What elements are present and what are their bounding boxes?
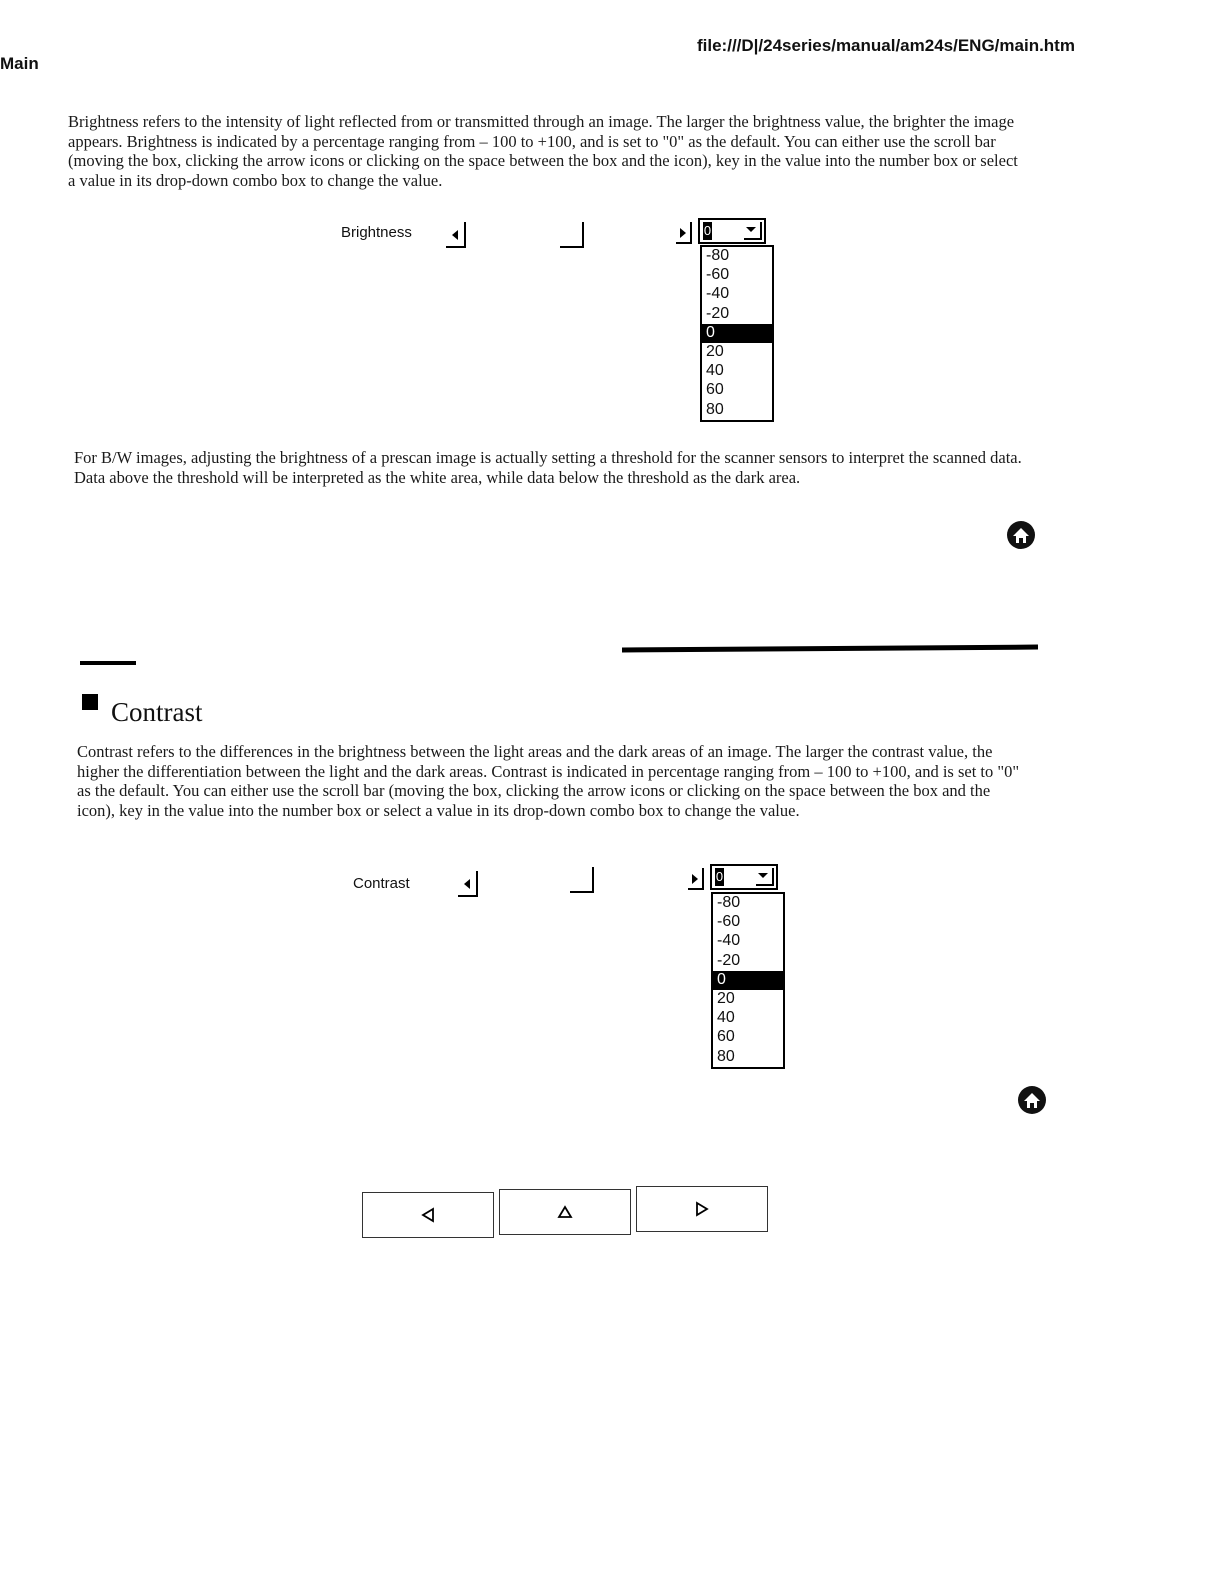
dropdown-option[interactable]: 20	[717, 989, 735, 1007]
brightness-scroll-left-arrow[interactable]	[446, 222, 466, 248]
dropdown-option[interactable]: -80	[706, 247, 730, 264]
previous-page-button[interactable]	[362, 1192, 494, 1238]
brightness-scroll-thumb[interactable]	[560, 222, 584, 248]
contrast-scroll-thumb[interactable]	[570, 867, 594, 893]
brightness-scroll-right-arrow[interactable]	[676, 222, 692, 244]
brightness-dropdown-list	[700, 245, 774, 422]
contrast-label: Contrast	[353, 875, 410, 892]
dropdown-option[interactable]: -60	[706, 266, 730, 284]
chevron-down-icon[interactable]	[756, 868, 774, 886]
contrast-combo-box[interactable]	[710, 864, 778, 890]
dropdown-option[interactable]: 40	[706, 362, 724, 380]
divider-right	[622, 645, 1038, 653]
dropdown-option[interactable]: 80	[706, 400, 724, 418]
chevron-down-icon[interactable]	[744, 222, 762, 240]
next-page-button[interactable]	[636, 1186, 768, 1232]
home-icon[interactable]	[1017, 1085, 1047, 1115]
up-page-button[interactable]	[499, 1189, 631, 1235]
section-bullet	[82, 694, 98, 710]
previous-icon	[420, 1207, 436, 1223]
dropdown-option[interactable]: -20	[706, 304, 730, 322]
page-title: Main	[0, 54, 39, 73]
contrast-description: Contrast refers to the differences in the brightness between the light areas and the dark areas of an image. The larger the contrast value, the higher the differentiation between the light and the dark areas. Contrast is indicated in percentage ranging from – 100 to +100, and is set to "0" as the default. You can either use the scroll bar (moving the box, clicking the arrow icons or clicking on the space between the box and the icon), key in the value into the number box or select a value in its drop-down combo box to change the value.	[77, 742, 1020, 820]
home-icon[interactable]	[1006, 520, 1036, 550]
bw-brightness-note: For B/W images, adjusting the brightness of a prescan image is actually setting a threshold for the scanner sensors to interpret the scanned data. Data above the threshold will be interpreted as the white area, while data below the threshold as the dark area.	[74, 448, 1022, 487]
dropdown-option[interactable]: 60	[717, 1028, 735, 1046]
brightness-label: Brightness	[341, 224, 412, 241]
contrast-heading: Contrast	[111, 697, 203, 727]
dropdown-option[interactable]: 60	[706, 381, 724, 399]
contrast-combo-value[interactable]: 0	[715, 869, 724, 884]
dropdown-option[interactable]: 0	[713, 971, 783, 990]
up-icon	[557, 1204, 573, 1220]
contrast-dropdown-list	[711, 892, 785, 1069]
brightness-combo-value[interactable]: 0	[703, 223, 712, 238]
dropdown-option[interactable]: 80	[717, 1047, 735, 1065]
dropdown-option[interactable]: -80	[717, 894, 741, 911]
dropdown-option[interactable]: 0	[702, 324, 772, 343]
dropdown-option[interactable]: -40	[717, 932, 741, 950]
dropdown-option[interactable]: 20	[706, 342, 724, 360]
divider-left	[80, 661, 136, 665]
brightness-description: Brightness refers to the intensity of light reflected from or transmitted through an image. The larger the brightness value, the brighter the image appears. Brightness is indicated by a percentage ranging from – 100 to +100, and is set to "0" as the default. You can either use the scroll bar (moving the box, clicking the arrow icons or clicking on the space between the box and the icon), key in the value into the number box or select a value in its drop-down combo box to change the value.	[68, 112, 1018, 190]
dropdown-option[interactable]: -20	[717, 951, 741, 969]
dropdown-option[interactable]: 40	[717, 1009, 735, 1027]
brightness-combo-box[interactable]	[698, 218, 766, 244]
contrast-scroll-right-arrow[interactable]	[688, 868, 704, 890]
contrast-scroll-left-arrow[interactable]	[458, 871, 478, 897]
dropdown-option[interactable]: -40	[706, 285, 730, 303]
next-icon	[694, 1201, 710, 1217]
page-url: file:///D|/24series/manual/am24s/ENG/main.htm	[697, 36, 1075, 55]
dropdown-option[interactable]: -60	[717, 913, 741, 931]
